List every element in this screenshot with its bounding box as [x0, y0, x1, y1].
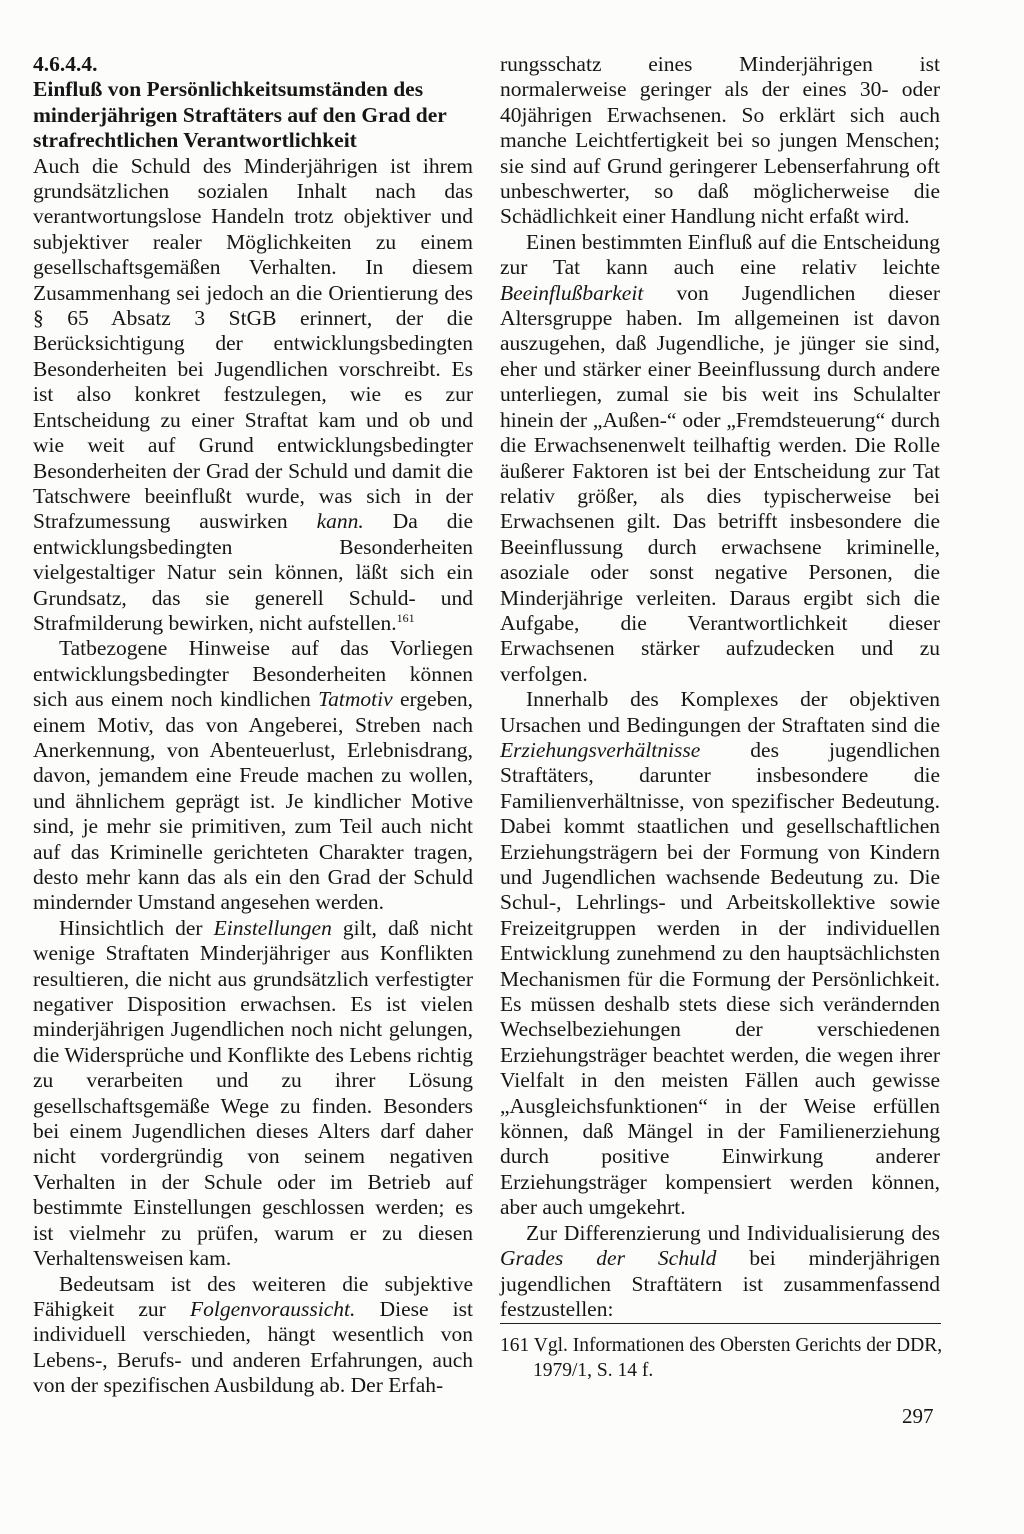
paragraph-text: Tatbezogene Hinweise auf das Vorliegen entwicklungsbedingter Besonderheiten können sich aus einem noch kindlichen — [33, 636, 473, 712]
paragraph-text: ergeben, einem Motiv, das von Angeberei, Streben nach Anerkennung, von Abenteuerlust, Erlebnisdrang, davon, jemandem eine Freude machen zu wollen, und ähnlichem geprägt ist. Je kindlicher Motive sind, je mehr sie primitiven, zum Teil auch nicht auf das Kriminelle gerichteten Charakter tragen, desto mehr kann das als ein den Grad der Schuld mindernder Umstand angesehen werden. — [33, 687, 474, 915]
paragraph — [500, 687, 940, 1221]
right-column — [500, 52, 940, 1322]
paragraph-text: Einen bestimmten Einfluß auf die Entscheidung zur Tat kann auch eine relativ leichte — [500, 229, 940, 280]
page-number: 297 — [902, 1404, 934, 1428]
paragraph-text: bei minderjährigen jugendlichen Straftätern ist zusammenfassend festzustellen: — [500, 1246, 940, 1321]
paragraph-text: gilt, daß nicht wenige Straftaten Minderjähriger aus Konflikten resultieren, die nicht aus grundsätzlich verfestigter negativer Disposition erwachsen. Es ist vielen minderjährigen Jugendlichen noch nicht gelungen, die Widersprüche und Konflikte des Lebens richtig zu verarbeiten und zu ihrer Lösung gesellschaftsgemäße Wege zu finden. Besonders bei einem Jugendlichen dieses Alters darf daher nicht vordergründig von seinem negativen Verhalten in der Schule oder im Betrieb auf bestimmte Einstellungen geschlossen werden; es ist vielmehr zu prüfen, warum er zu diesen Verhaltensweisen kam. — [33, 915, 473, 1271]
paragraph-text: von Jugendlichen dieser Altersgruppe haben. Im allgemeinen ist davon auszugehen, daß Jugendliche, je jünger sie sind, eher und stärker einer Beeinflussung durch andere unterliegen, zumal sie bis weit ins Schulalter hinein der „Außen-“ oder „Fremdsteuerung“ durch die Erwachsenenwelt teilhaftig werden. Die Rolle äußerer Faktoren ist bei der Entscheidung zur Tat relativ größer, als dies typischerweise bei Erwachsenen gilt. Das betrifft insbesondere die Beeinflussung durch erwachsene kriminelle, asoziale oder sonst negative Personen, die Minderjährige verleiten. Daraus ergibt sich die Aufgabe, die Verantwortlichkeit dieser Erwachsenen stärker aufzudecken und zu verfolgen. — [500, 280, 940, 686]
footnote-reference: 161 — [396, 610, 415, 625]
paragraph — [33, 636, 473, 915]
footnote-divider — [500, 1323, 941, 1324]
paragraph — [500, 230, 940, 687]
paragraph-text: Innerhalb des Komplexes der objektiven Ursachen und Bedingungen der Straftaten sind die — [500, 687, 940, 737]
paragraph-text: Auch die Schuld des Minderjährigen ist ihrem grundsätzlichen sozialen Inhalt nach das verantwortungslose Handeln trotz objektiver und subjektiver realer Möglichkeiten zu einem gesellschaftsgemäßen Verhalten. In diesem Zusammenhang sei jedoch an die Orientierung des § 65 Absatz 3 StGB erinnert, der die Berücksichtigung der entwicklungsbedingten Besonderheiten bei Jugendlichen vorschreibt. Es ist also konkret festzulegen, wie es zur Entscheidung zu einer Straftat kam und ob und wie weit auf Grund entwicklungsbedingter Besonderheiten der Grad der Schuld und damit die Tatschwere beeinflußt wurde, was sich in der Strafzumessung auswirken — [33, 153, 473, 534]
paragraph: rungsschatz eines Minderjährigen ist normalerweise geringer als der eines 30- oder 40jährigen Erwachsenen. So erklärt sich auch manche Leichtfertigkeit bei so jungen Menschen; sie sind auf Grund geringerer Lebenserfahrung oft unbeschwerter, so daß möglicherweise die Schädlichkeit einer Handlung nicht erfaßt wird. — [500, 52, 940, 229]
paragraph — [33, 154, 473, 637]
paragraph — [33, 916, 473, 1272]
emphasis-text: Grades der Schuld — [500, 1246, 717, 1271]
footnote: 161 Vgl. Informationen des Obersten Gerichts der DDR, 1979/1, S. 14 f. — [500, 1335, 943, 1381]
paragraph-text: Da die entwicklungsbedingten Besonderheiten vielgestaltiger Natur sein können, läßt sich ein Grundsatz, das sie generell Schuld- und Strafmilderung bewirken, nicht aufstellen. — [33, 509, 473, 635]
emphasis-text: Einstellungen — [213, 915, 332, 940]
emphasis-text: kann. — [316, 509, 364, 534]
section-heading — [33, 52, 473, 154]
paragraph-text: Bedeutsam ist des weiteren die subjektive Fähigkeit zur — [33, 1271, 473, 1321]
paragraph-text: Zur Differenzierung und Individualisierung des — [526, 1220, 940, 1245]
emphasis-text: Beeinflußbarkeit — [500, 280, 644, 305]
section-number: 4.6.4.4. — [33, 52, 98, 76]
section-title: Einfluß von Persönlichkeitsumständen des minderjährigen Straftäters auf den Grad der strafrechtlichen Verantwortlichkeit — [33, 77, 447, 153]
emphasis-text: Erziehungsverhältnisse — [500, 737, 701, 762]
paragraph — [33, 1272, 473, 1399]
paragraph-text: Diese ist individuell verschieden, hängt wesentlich von Lebens-, Berufs- und anderen Erfahrungen, auch von der spezifischen Ausbildung ab. Der Erfah- — [33, 1296, 473, 1398]
paragraph-text: Hinsichtlich der — [59, 915, 214, 940]
paragraph — [500, 1221, 940, 1323]
left-column — [33, 52, 473, 1399]
emphasis-text: Folgenvoraussicht. — [189, 1296, 356, 1321]
paragraph-text: des jugendlichen Straftäters, darunter insbesondere die Familienverhältnisse, von spezifischer Bedeutung. Dabei kommt staatlichen und gesellschaftlichen Erziehungsträgern bei der Formung von Kindern und Jugendlichen wachsende Bedeutung zu. Die Schul-, Lehrlings- und Arbeitskollektive sowie Freizeitgruppen werden in der individuellen Entwicklung zunehmend zu den hauptsächlichsten Mechanismen für die Formung der Persönlichkeit. Es müssen deshalb stets diese sich verändernden Wechselbeziehungen der verschiedenen Erziehungsträger beachtet werden, die wegen ihrer Vielfalt in den meisten Fällen auch gewisse „Ausgleichsfunktionen“ in der Weise erfüllen können, daß Mängel in der Familienerziehung durch positive Einwirkung anderer Erziehungsträger kompensiert werden können, aber auch umgekehrt. — [500, 737, 940, 1220]
emphasis-text: Tatmotiv — [318, 687, 393, 712]
